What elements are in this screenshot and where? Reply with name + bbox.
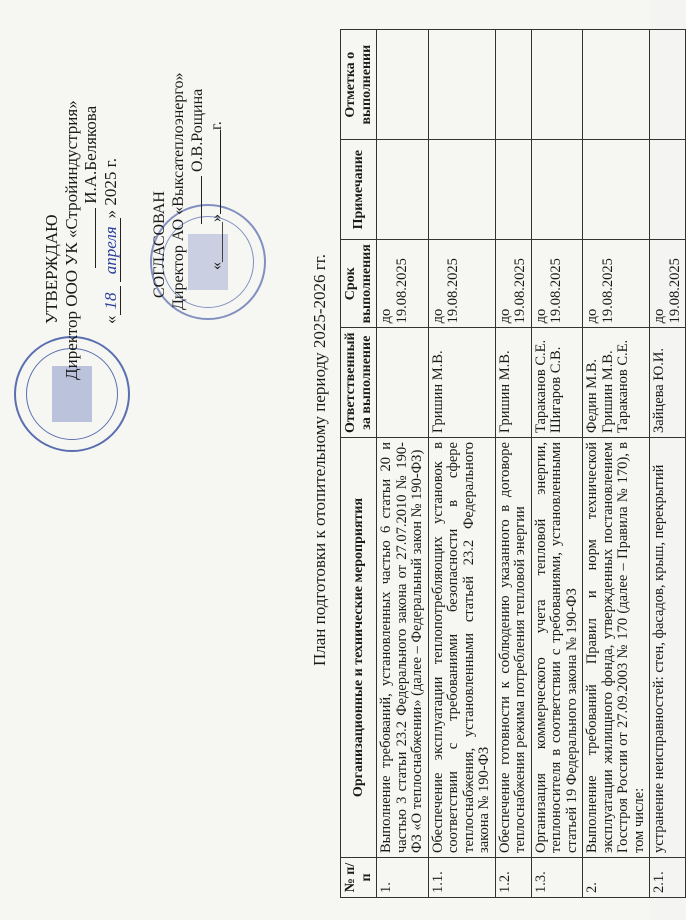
row-note	[650, 140, 686, 240]
row-num: 2.	[583, 858, 650, 898]
row-responsible: Гришин М.В.	[428, 328, 495, 438]
row-num: 1.1.	[428, 858, 495, 898]
approval-signature-line	[81, 100, 101, 380]
row-num: 1.3.	[531, 858, 583, 898]
table-row	[531, 30, 583, 898]
row-term: до 19.08.2025	[583, 240, 650, 328]
row-num: 2.1.	[650, 858, 686, 898]
header-num: № п/п	[341, 858, 377, 898]
table-row	[428, 30, 495, 898]
signature-line	[201, 176, 202, 224]
agreement-date	[207, 72, 226, 310]
date-quote: «	[100, 315, 120, 324]
approval-date	[101, 100, 121, 380]
row-event: устранение неисправностей: стен, фасадов, крыш, перекрытий	[650, 438, 686, 858]
agreement-year: г.	[208, 121, 225, 130]
row-mark	[583, 30, 650, 140]
row-event: Выполнение требований Правил и норм технической эксплуатации жилищного фонда, утвержденных постановлением Госстроя России от 27.09.2003 № 170 (далее – Правила № 170), в том числе:	[583, 438, 650, 858]
row-term: до 19.08.2025	[377, 240, 429, 328]
header-term: Срок выполнения	[341, 240, 377, 328]
row-responsible: Федин М.В. Гришин М.В. Тараканов С.Е.	[583, 328, 650, 438]
row-mark	[650, 30, 686, 140]
approval-block	[42, 100, 120, 380]
approval-name: И.А.Белякова	[81, 105, 100, 204]
header-note: Примечание	[341, 140, 377, 240]
agreement-block	[150, 72, 226, 310]
approval-year: » 2025 г.	[100, 158, 120, 219]
row-responsible: Тараканов С.Е. Шигаров С.В.	[531, 328, 583, 438]
approval-position: Директор ООО УК «Стройиндустрия»	[61, 100, 81, 380]
agreement-day: «_____»	[208, 214, 225, 270]
agreement-position: Директор АО «Выксатеплоэнерго»	[170, 72, 187, 310]
row-event: Выполнение требований, установленных частью 6 статьи 20 и частью 3 статьи 23.2 Федерального закона от 27.07.2010 № 190-ФЗ «О теплоснабжении» (далее – Федеральный закон № 190-ФЗ)	[377, 438, 429, 858]
row-note	[583, 140, 650, 240]
row-event: Организация коммерческого учета тепловой энергии, теплоносителя в соответствии с требованиями, установленными статьей 19 Федерального закона № 190-ФЗ	[531, 438, 583, 858]
agreement-signature-line	[188, 72, 207, 310]
row-note	[428, 140, 495, 240]
header-event: Организационные и технические мероприятия	[341, 438, 377, 858]
row-term: до 19.08.2025	[495, 240, 531, 328]
row-note	[531, 140, 583, 240]
date-line	[220, 130, 221, 214]
row-mark	[377, 30, 429, 140]
row-mark	[428, 30, 495, 140]
row-term: до 19.08.2025	[428, 240, 495, 328]
row-note	[377, 140, 429, 240]
row-note	[495, 140, 531, 240]
approval-day: 18	[101, 287, 121, 316]
row-event: Обеспечение эксплуатации теплопотребляющих установок в соответствии с требованиями безопасности в сфере теплоснабжения, установленными статьей 23.2 Федерального закона № 190-ФЗ	[428, 438, 495, 858]
row-responsible: Зайцева Ю.И.	[650, 328, 686, 438]
approval-heading: УТВЕРЖДАЮ	[42, 214, 61, 324]
row-mark	[531, 30, 583, 140]
approval-month: апреля	[101, 218, 121, 282]
header-responsible: Ответственный за выполнение	[341, 328, 377, 438]
preparation-plan-table	[340, 29, 686, 898]
row-num: 1.2.	[495, 858, 531, 898]
row-responsible: Гришин М.В.	[495, 328, 531, 438]
agreement-name: О.В.Рощина	[189, 88, 206, 172]
agreement-heading: СОГЛАСОВАН	[151, 191, 168, 298]
table-row	[495, 30, 531, 898]
row-num: 1.	[377, 858, 429, 898]
row-responsible	[377, 328, 429, 438]
header-mark: Отметка о выполнении	[341, 30, 377, 140]
signature-line	[95, 208, 96, 268]
document-title: План подготовки к отопительному периоду 2025-2026 гг.	[310, 253, 329, 667]
table-row	[583, 30, 650, 898]
row-term: до 19.08.2025	[531, 240, 583, 328]
row-mark	[495, 30, 531, 140]
row-event: Обеспечение готовности к соблюдению указанного в договоре теплоснабжения режима потребления тепловой энергии	[495, 438, 531, 858]
row-term: до 19.08.2025	[650, 240, 686, 328]
table-header-row	[341, 30, 377, 898]
table-row	[377, 30, 429, 898]
table-row	[650, 30, 686, 898]
